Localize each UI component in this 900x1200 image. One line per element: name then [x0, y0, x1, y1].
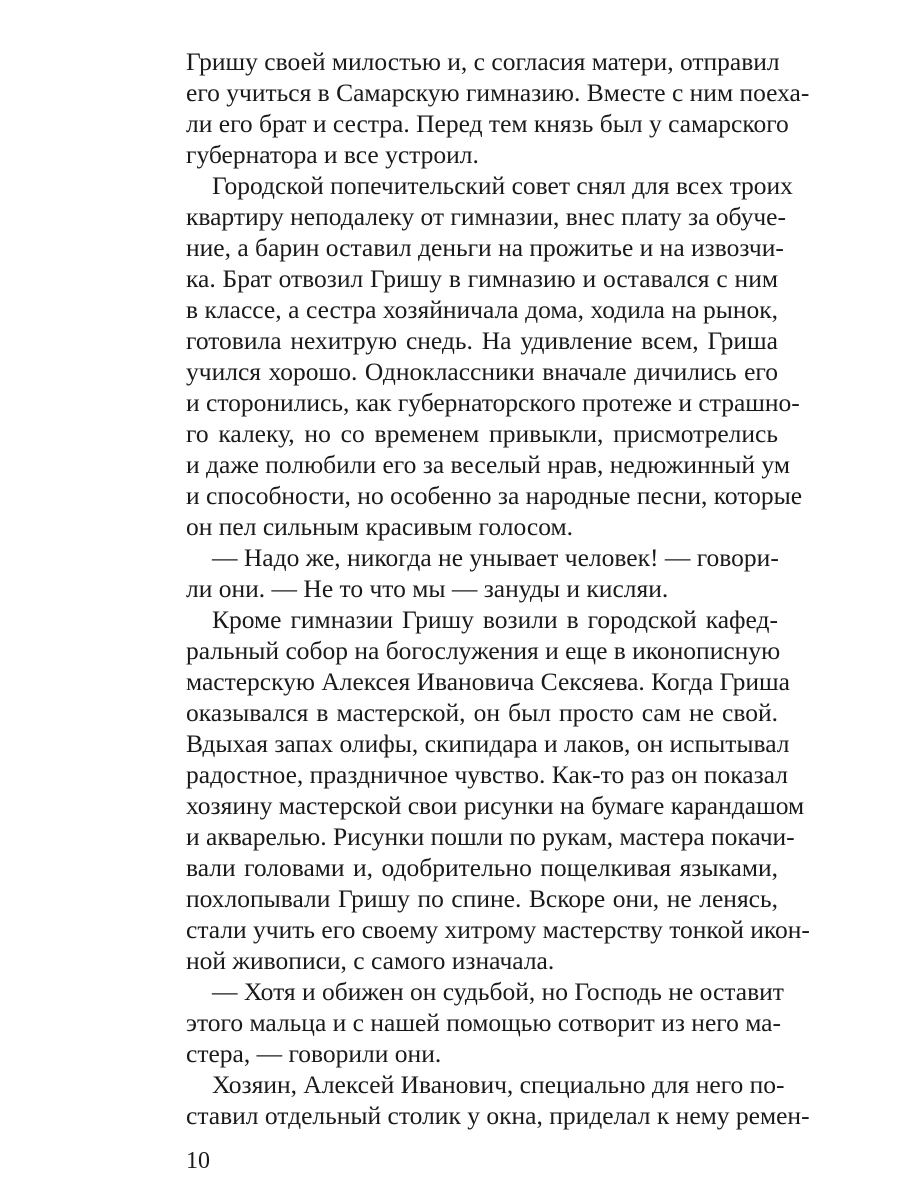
text-line: радостное, праздничное чувство. Как-то раз он показал: [186, 760, 788, 789]
paragraph: [186, 604, 810, 976]
text-line: Хозяин, Алексей Иванович, специально для него по-: [212, 1070, 785, 1099]
text-line: он пел сильным красивым голосом.: [186, 512, 573, 541]
text-line: готовила нехитрую снедь. На удивление всем, Гриша: [186, 326, 778, 355]
text-line: оказывался в мастерской, он был просто сам не свой.: [186, 698, 778, 727]
text-line: в классе, а сестра хозяйничала дома, ходила на рынок,: [186, 295, 778, 324]
text-line: ной живописи, с самого изначала.: [186, 946, 555, 975]
text-line: Кроме гимназии Гришу возили в городской кафед-: [212, 605, 778, 634]
paragraph: [186, 170, 803, 542]
text-line: и акварелью. Рисунки пошли по рукам, мастера покачи-: [186, 822, 795, 851]
text-line: и способности, но особенно за народные песни, которые: [186, 481, 803, 510]
text-line: этого мальца и с нашей помощью сотворит из него ма-: [186, 1008, 781, 1037]
paragraph: [186, 1069, 810, 1131]
text-line: его учиться в Самарскую гимназию. Вместе с ним поеха-: [186, 78, 810, 107]
text-line: Гришу своей милостью и, с согласия матери, отправил: [186, 47, 780, 76]
text-line: ние, а барин оставил деньги на прожитье и на извозчи-: [186, 233, 784, 262]
page-number: 10: [186, 1148, 210, 1174]
text-line: Городской попечительский совет снял для всех троих: [212, 171, 793, 200]
text-line: хозяину мастерской свои рисунки на бумаге карандашом: [186, 791, 805, 820]
text-line: ка. Брат отвозил Гришу в гимназию и оставался с ним: [186, 264, 778, 293]
text-line: ли они. — Не то что мы — зануды и кисляи.: [186, 574, 669, 603]
text-line: стера, — говорили они.: [186, 1039, 442, 1068]
body-text: [186, 46, 810, 1131]
text-line: го калеку, но со временем привыкли, присмотрелись: [186, 419, 778, 448]
text-line: мастерскую Алексея Ивановича Сексяева. Когда Гриша: [186, 667, 790, 696]
text-line: — Надо же, никогда не унывает человек! — говори-: [212, 543, 779, 572]
paragraph: [186, 542, 778, 604]
paragraph: [186, 46, 810, 170]
text-line: вали головами и, одобрительно пощелкивая языками,: [186, 853, 778, 882]
text-line: губернатора и все устроил.: [186, 140, 479, 169]
text-line: похлопывали Гришу по спине. Вскоре они, не ленясь,: [186, 884, 778, 913]
text-line: и даже полюбили его за веселый нрав, недюжинный ум: [186, 450, 790, 479]
text-line: — Хотя и обижен он судьбой, но Господь не оставит: [212, 977, 784, 1006]
text-line: стали учить его своему хитрому мастерству тонкой икон-: [186, 915, 810, 944]
text-line: и сторонились, как губернаторского протеже и страшно-: [186, 388, 800, 417]
text-line: учился хорошо. Одноклассники вначале дичились его: [186, 357, 778, 386]
text-line: ли его брат и сестра. Перед тем князь был у самарского: [186, 109, 789, 138]
text-line: квартиру неподалеку от гимназии, внес плату за обуче-: [186, 202, 786, 231]
paragraph: [186, 976, 784, 1069]
text-line: ставил отдельный столик у окна, приделал к нему ремен-: [186, 1101, 810, 1130]
text-line: ральный собор на богослужения и еще в иконописную: [186, 636, 781, 665]
text-line: Вдыхая запах олифы, скипидара и лаков, он испытывал: [186, 729, 790, 758]
